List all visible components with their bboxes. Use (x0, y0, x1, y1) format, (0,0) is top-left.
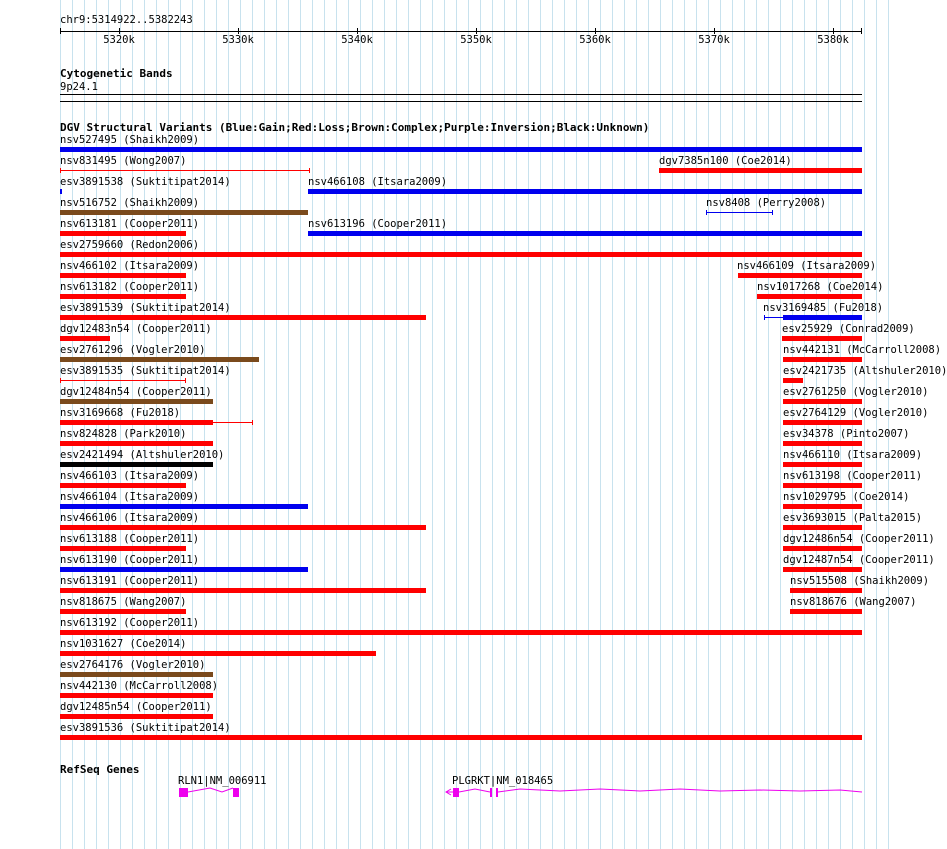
variant-bar[interactable] (783, 546, 862, 551)
ruler-tick-label: 5380k (817, 34, 849, 46)
variant-bar[interactable] (60, 714, 213, 719)
variant-label[interactable]: nsv3169485 (Fu2018) (763, 302, 884, 314)
variant-bar[interactable] (783, 420, 862, 425)
variant-range-end[interactable] (706, 210, 707, 215)
variant-bar[interactable] (60, 294, 186, 299)
variant-label[interactable]: dgv12483n54 (Cooper2011) (60, 323, 212, 335)
variant-label[interactable]: nsv613192 (Cooper2011) (60, 617, 200, 629)
variant-label[interactable]: esv2421494 (Altshuler2010) (60, 449, 225, 461)
variant-bar[interactable] (60, 483, 186, 488)
variant-label[interactable]: esv2759660 (Redon2006) (60, 239, 200, 251)
variant-bar[interactable] (60, 693, 213, 698)
variant-bar[interactable] (783, 378, 803, 383)
dgv-track-title[interactable]: DGV Structural Variants (Blue:Gain;Red:Loss;Brown:Complex;Purple:Inversion;Black:Unknown) (60, 121, 650, 134)
variant-label[interactable]: esv3891538 (Suktitipat2014) (60, 176, 231, 188)
variant-bar[interactable] (783, 462, 862, 467)
grid-line (888, 0, 889, 849)
rln1-exon[interactable] (233, 788, 239, 797)
variant-label[interactable]: dgv12486n54 (Cooper2011) (783, 533, 935, 545)
variant-bar[interactable] (60, 588, 426, 593)
variant-bar[interactable] (790, 609, 862, 614)
position-label: chr9:5314922..5382243 (60, 14, 193, 26)
variant-label[interactable]: nsv515508 (Shaikh2009) (790, 575, 930, 587)
variant-bar[interactable] (60, 441, 213, 446)
plgrkt-exon[interactable] (453, 788, 459, 797)
refseq-genes-graphic (0, 780, 890, 810)
variant-bar[interactable] (60, 210, 308, 215)
variant-range-end[interactable] (309, 168, 310, 173)
variant-label[interactable]: nsv527495 (Shaikh2009) (60, 134, 200, 146)
cytoband-top-line (60, 94, 862, 95)
plgrkt-exon[interactable] (490, 788, 492, 797)
variant-label[interactable]: nsv613191 (Cooper2011) (60, 575, 200, 587)
variant-bar[interactable] (659, 168, 862, 173)
variant-range-end[interactable] (772, 210, 773, 215)
variant-label[interactable]: nsv516752 (Shaikh2009) (60, 197, 200, 209)
variant-bar[interactable] (60, 672, 213, 677)
rln1-intron (188, 788, 233, 792)
variant-label[interactable]: esv3891536 (Suktitipat2014) (60, 722, 231, 734)
grid-line (708, 0, 709, 849)
variant-range[interactable] (213, 422, 253, 423)
variant-label[interactable]: nsv1017268 (Coe2014) (757, 281, 884, 293)
refseq-track-title[interactable]: RefSeq Genes (60, 763, 140, 776)
variant-label[interactable]: nsv466102 (Itsara2009) (60, 260, 200, 272)
variant-label[interactable]: nsv466106 (Itsara2009) (60, 512, 200, 524)
variant-label[interactable]: nsv466109 (Itsara2009) (737, 260, 877, 272)
variant-bar[interactable] (60, 273, 186, 278)
variant-bar[interactable] (308, 189, 862, 194)
variant-bar[interactable] (60, 651, 376, 656)
variant-label[interactable]: nsv824828 (Park2010) (60, 428, 187, 440)
variant-bar[interactable] (783, 315, 862, 320)
grid-line (732, 0, 733, 849)
variant-bar[interactable] (60, 567, 308, 572)
rln1-exon[interactable] (179, 788, 188, 797)
variant-label[interactable]: dgv7385n100 (Coe2014) (659, 155, 792, 167)
variant-range-end[interactable] (185, 378, 186, 383)
variant-bar[interactable] (60, 420, 213, 425)
variant-bar[interactable] (60, 525, 426, 530)
cytoband-bottom-line (60, 101, 862, 102)
gene-label-plgrkt[interactable]: PLGRKT|NM_018465 (452, 775, 554, 787)
variant-label[interactable]: nsv466104 (Itsara2009) (60, 491, 200, 503)
ruler-tick (861, 28, 862, 34)
variant-bar[interactable] (783, 441, 862, 446)
variant-label[interactable]: esv2421735 (Altshuler2010) (783, 365, 947, 377)
grid-line (684, 0, 685, 849)
grid-line (720, 0, 721, 849)
variant-bar[interactable] (308, 231, 862, 236)
ruler-tick-label: 5350k (460, 34, 492, 46)
ruler-tick-label: 5330k (222, 34, 254, 46)
variant-label[interactable]: nsv613182 (Cooper2011) (60, 281, 200, 293)
variant-bar[interactable] (60, 735, 862, 740)
variant-label[interactable]: esv3891535 (Suktitipat2014) (60, 365, 231, 377)
variant-bar[interactable] (60, 189, 62, 194)
ruler-axis (60, 31, 862, 32)
grid-line (672, 0, 673, 849)
variant-label[interactable]: nsv466110 (Itsara2009) (783, 449, 923, 461)
variant-bar[interactable] (60, 630, 862, 635)
variant-label[interactable]: esv2764129 (Vogler2010) (783, 407, 929, 419)
variant-label[interactable]: nsv466108 (Itsara2009) (308, 176, 448, 188)
variant-bar[interactable] (783, 567, 862, 572)
variant-bar[interactable] (60, 315, 426, 320)
ruler-tick-label: 5360k (579, 34, 611, 46)
plgrkt-exon[interactable] (496, 788, 498, 797)
variant-label[interactable]: nsv613181 (Cooper2011) (60, 218, 200, 230)
variant-bar[interactable] (60, 546, 186, 551)
variant-bar[interactable] (783, 399, 862, 404)
variant-bar[interactable] (60, 336, 110, 341)
variant-label[interactable]: nsv613196 (Cooper2011) (308, 218, 448, 230)
variant-label[interactable]: esv3891539 (Suktitipat2014) (60, 302, 231, 314)
grid-line (864, 0, 865, 849)
variant-bar[interactable] (783, 504, 862, 509)
variant-label[interactable]: esv2761250 (Vogler2010) (783, 386, 929, 398)
variant-label[interactable]: dgv12485n54 (Cooper2011) (60, 701, 212, 713)
variant-bar[interactable] (782, 336, 862, 341)
variant-range[interactable] (60, 170, 310, 171)
grid-line (876, 0, 877, 849)
variant-label[interactable]: nsv8408 (Perry2008) (706, 197, 827, 209)
gene-label-rln1[interactable]: RLN1|NM_006911 (178, 775, 267, 787)
variant-label[interactable]: nsv613198 (Cooper2011) (783, 470, 923, 482)
plgrkt-intron (498, 789, 862, 792)
grid-line (660, 0, 661, 849)
plgrkt-intron (459, 789, 490, 792)
variant-bar[interactable] (783, 525, 862, 530)
variant-bar[interactable] (783, 483, 862, 488)
variant-label[interactable]: nsv442130 (McCarroll2008) (60, 680, 219, 692)
grid-line (696, 0, 697, 849)
variant-range-end[interactable] (764, 315, 765, 320)
variant-range-end[interactable] (60, 168, 61, 173)
variant-bar[interactable] (790, 588, 862, 593)
grid-line (768, 0, 769, 849)
variant-label[interactable]: nsv1031627 (Coe2014) (60, 638, 187, 650)
variant-label[interactable]: nsv818676 (Wang2007) (790, 596, 917, 608)
variant-bar[interactable] (60, 399, 213, 404)
variant-label[interactable]: nsv442131 (McCarroll2008) (783, 344, 942, 356)
variant-bar[interactable] (60, 357, 259, 362)
grid-line (780, 0, 781, 849)
variant-label[interactable]: nsv613190 (Cooper2011) (60, 554, 200, 566)
variant-range-end[interactable] (252, 420, 253, 425)
variant-label[interactable]: nsv818675 (Wang2007) (60, 596, 187, 608)
ruler-tick-label: 5370k (698, 34, 730, 46)
variant-label[interactable]: dgv12487n54 (Cooper2011) (783, 554, 935, 566)
variant-label[interactable]: dgv12484n54 (Cooper2011) (60, 386, 212, 398)
variant-range-end[interactable] (60, 378, 61, 383)
ruler-tick-label: 5340k (341, 34, 373, 46)
variant-label[interactable]: esv34378 (Pinto2007) (783, 428, 910, 440)
variant-label[interactable]: esv2761296 (Vogler2010) (60, 344, 206, 356)
variant-label[interactable]: nsv831495 (Wong2007) (60, 155, 187, 167)
variant-bar[interactable] (60, 231, 186, 236)
variant-bar[interactable] (783, 357, 862, 362)
variant-bar[interactable] (60, 462, 213, 467)
cytoband-track-title[interactable]: Cytogenetic Bands (60, 67, 173, 80)
variant-label[interactable]: nsv613188 (Cooper2011) (60, 533, 200, 545)
ruler-tick (60, 28, 61, 34)
variant-bar[interactable] (757, 294, 862, 299)
grid-line (744, 0, 745, 849)
variant-range[interactable] (764, 317, 783, 318)
variant-label[interactable]: nsv1029795 (Coe2014) (783, 491, 910, 503)
grid-line (756, 0, 757, 849)
variant-label[interactable]: esv3693015 (Palta2015) (783, 512, 923, 524)
variant-range[interactable] (706, 212, 773, 213)
variant-range[interactable] (60, 380, 186, 381)
ruler-tick-label: 5320k (103, 34, 135, 46)
variant-bar[interactable] (738, 273, 862, 278)
variant-bar[interactable] (60, 252, 862, 257)
variant-bar[interactable] (60, 504, 308, 509)
variant-label[interactable]: esv2764176 (Vogler2010) (60, 659, 206, 671)
cytoband-label: 9p24.1 (60, 81, 98, 93)
variant-bar[interactable] (60, 147, 862, 152)
variant-label[interactable]: nsv3169668 (Fu2018) (60, 407, 181, 419)
variant-label[interactable]: esv25929 (Conrad2009) (782, 323, 915, 335)
variant-bar[interactable] (60, 609, 186, 614)
variant-label[interactable]: nsv466103 (Itsara2009) (60, 470, 200, 482)
